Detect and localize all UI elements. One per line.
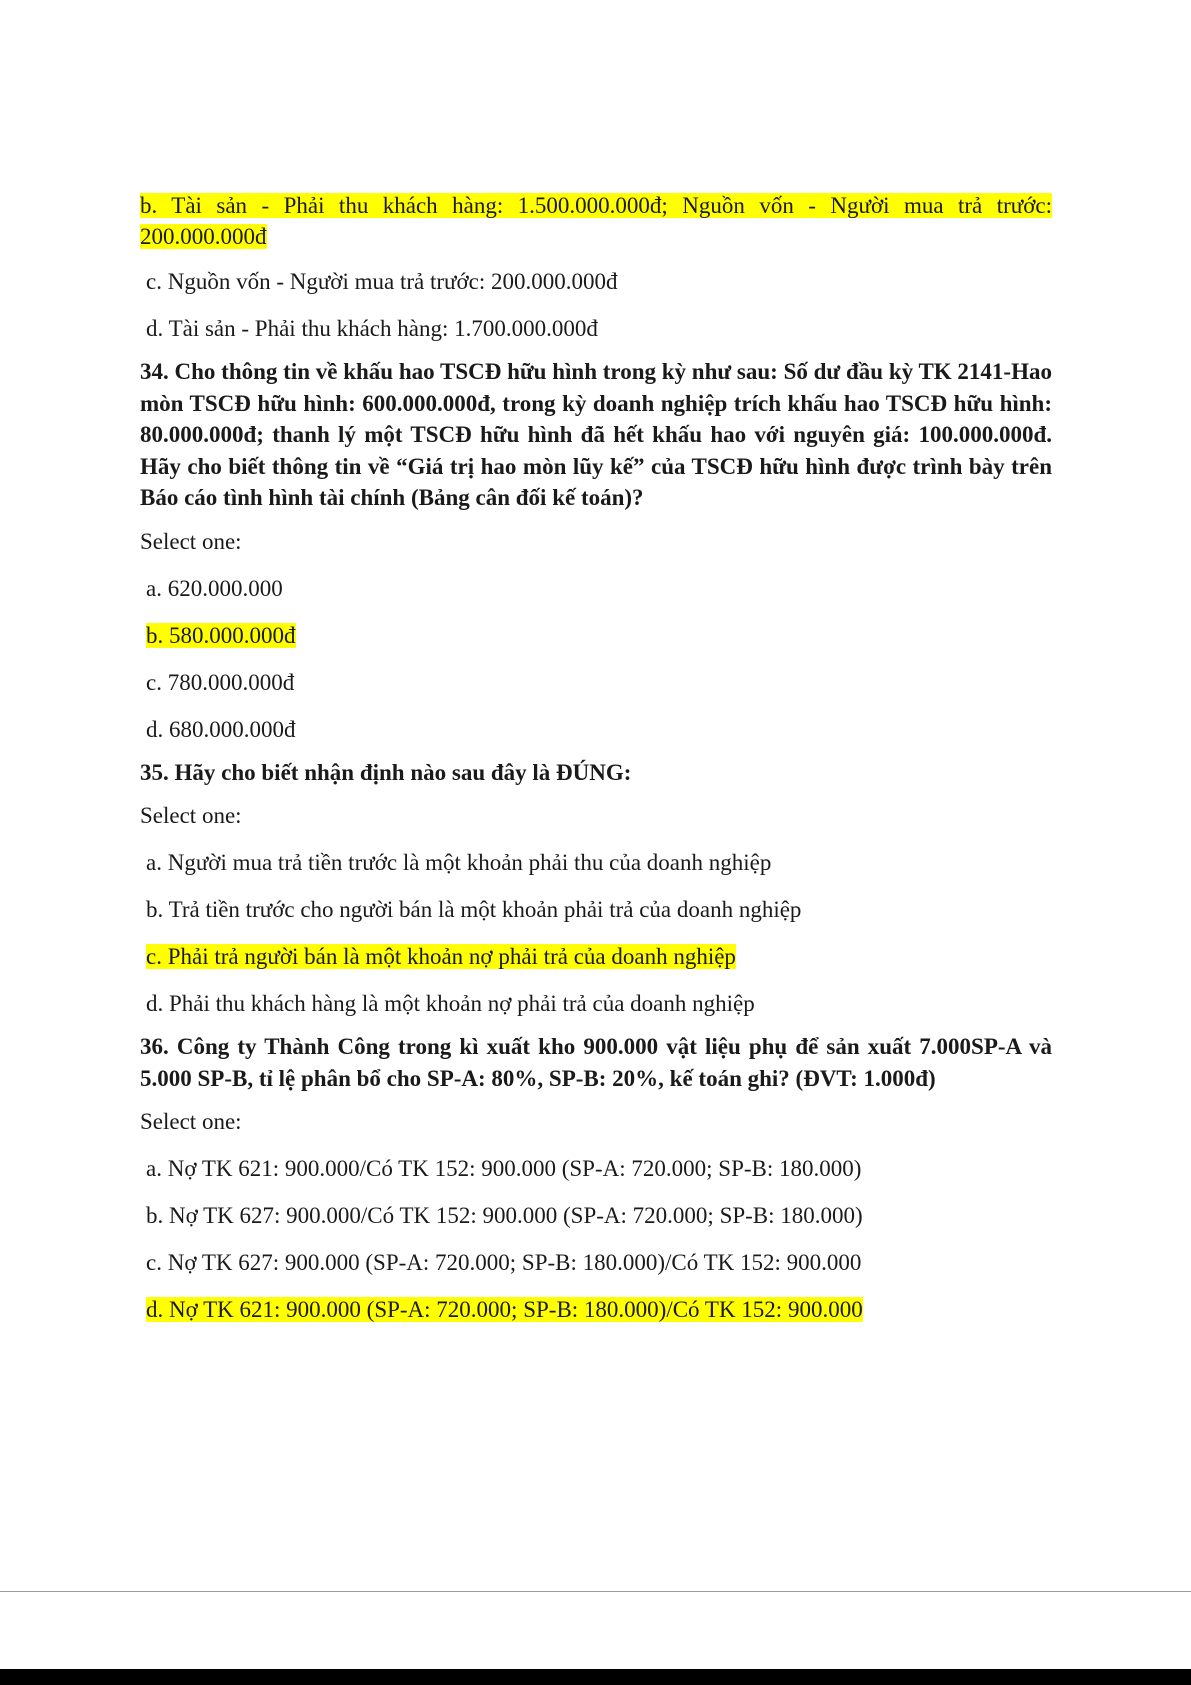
question-35-text: 35. Hãy cho biết nhận định nào sau đây là ĐÚNG: [140,759,632,785]
question-34-select-label: Select one: [140,528,242,554]
question-34-option-c: c. 780.000.000đ [146,669,295,695]
question-36-option-a: a. Nợ TK 621: 900.000/Có TK 152: 900.000 (SP-A: 720.000; SP-B: 180.000) [146,1156,862,1181]
question-35-option-b: b. Trả tiền trước cho người bán là một khoản phải trả của doanh nghiệp [146,897,802,922]
question-34-option-b [140,620,1052,651]
question-36-option-d [140,1294,1052,1325]
question-34-option-a: a. 620.000.000 [146,575,283,601]
highlighted-answer: b. Tài sản - Phải thu khách hàng: 1.500.000.000đ; Nguồn vốn - Người mua trả trước: 200.000.000đ [140,193,1052,249]
question-35-option-d: d. Phải thu khách hàng là một khoản nợ phải trả của doanh nghiệp [146,991,755,1016]
carryover-option-d: d. Tài sản - Phải thu khách hàng: 1.700.000.000đ [146,316,598,341]
highlighted-answer: c. Phải trả người bán là một khoản nợ phải trả của doanh nghiệp [146,944,736,969]
question-35-option-a: a. Người mua trả tiền trước là một khoản phải thu của doanh nghiệp [146,850,772,875]
question-35-select-label: Select one: [140,803,242,828]
question-36-option-c: c. Nợ TK 627: 900.000 (SP-A: 720.000; SP-B: 180.000)/Có TK 152: 900.000 [146,1250,862,1275]
question-36-select-label: Select one: [140,1109,242,1134]
highlighted-answer: b. 580.000.000đ [146,622,296,648]
question-35-option-c [140,941,1052,972]
bottom-bar [0,1669,1191,1685]
question-34-option-d: d. 680.000.000đ [146,716,296,742]
carryover-option-c: c. Nguồn vốn - Người mua trả trước: 200.000.000đ [146,269,618,294]
question-36-option-b: b. Nợ TK 627: 900.000/Có TK 152: 900.000 (SP-A: 720.000; SP-B: 180.000) [146,1203,863,1228]
carryover-option-b [140,190,1052,252]
page-content [140,190,1052,1341]
highlighted-answer: d. Nợ TK 621: 900.000 (SP-A: 720.000; SP-B: 180.000)/Có TK 152: 900.000 [146,1297,863,1322]
question-36-text: 36. Công ty Thành Công trong kì xuất kho 900.000 vật liệu phụ để sản xuất 7.000SP-A và 5.000 SP-B, tỉ lệ phân bổ cho SP-A: 80%, SP-B: 20%, kế toán ghi? (ĐVT: 1.000đ) [140,1034,1052,1091]
question-34-text: 34. Cho thông tin về khấu hao TSCĐ hữu hình trong kỳ như sau: Số dư đầu kỳ TK 2141-Hao mòn TSCĐ hữu hình: 600.000.000đ, trong kỳ doanh nghiệp trích khấu hao TSCĐ hữu hình: 80.000.000đ; thanh lý một TSCĐ hữu hình đã hết khấu hao với nguyên giá: 100.000.000đ. Hãy cho biết thông tin về “Giá trị hao mòn lũy kế” của TSCĐ hữu hình được trình bày trên Báo cáo tình hình tài chính (Bảng cân đối kế toán)? [140,359,1052,510]
page-divider [0,1591,1191,1592]
